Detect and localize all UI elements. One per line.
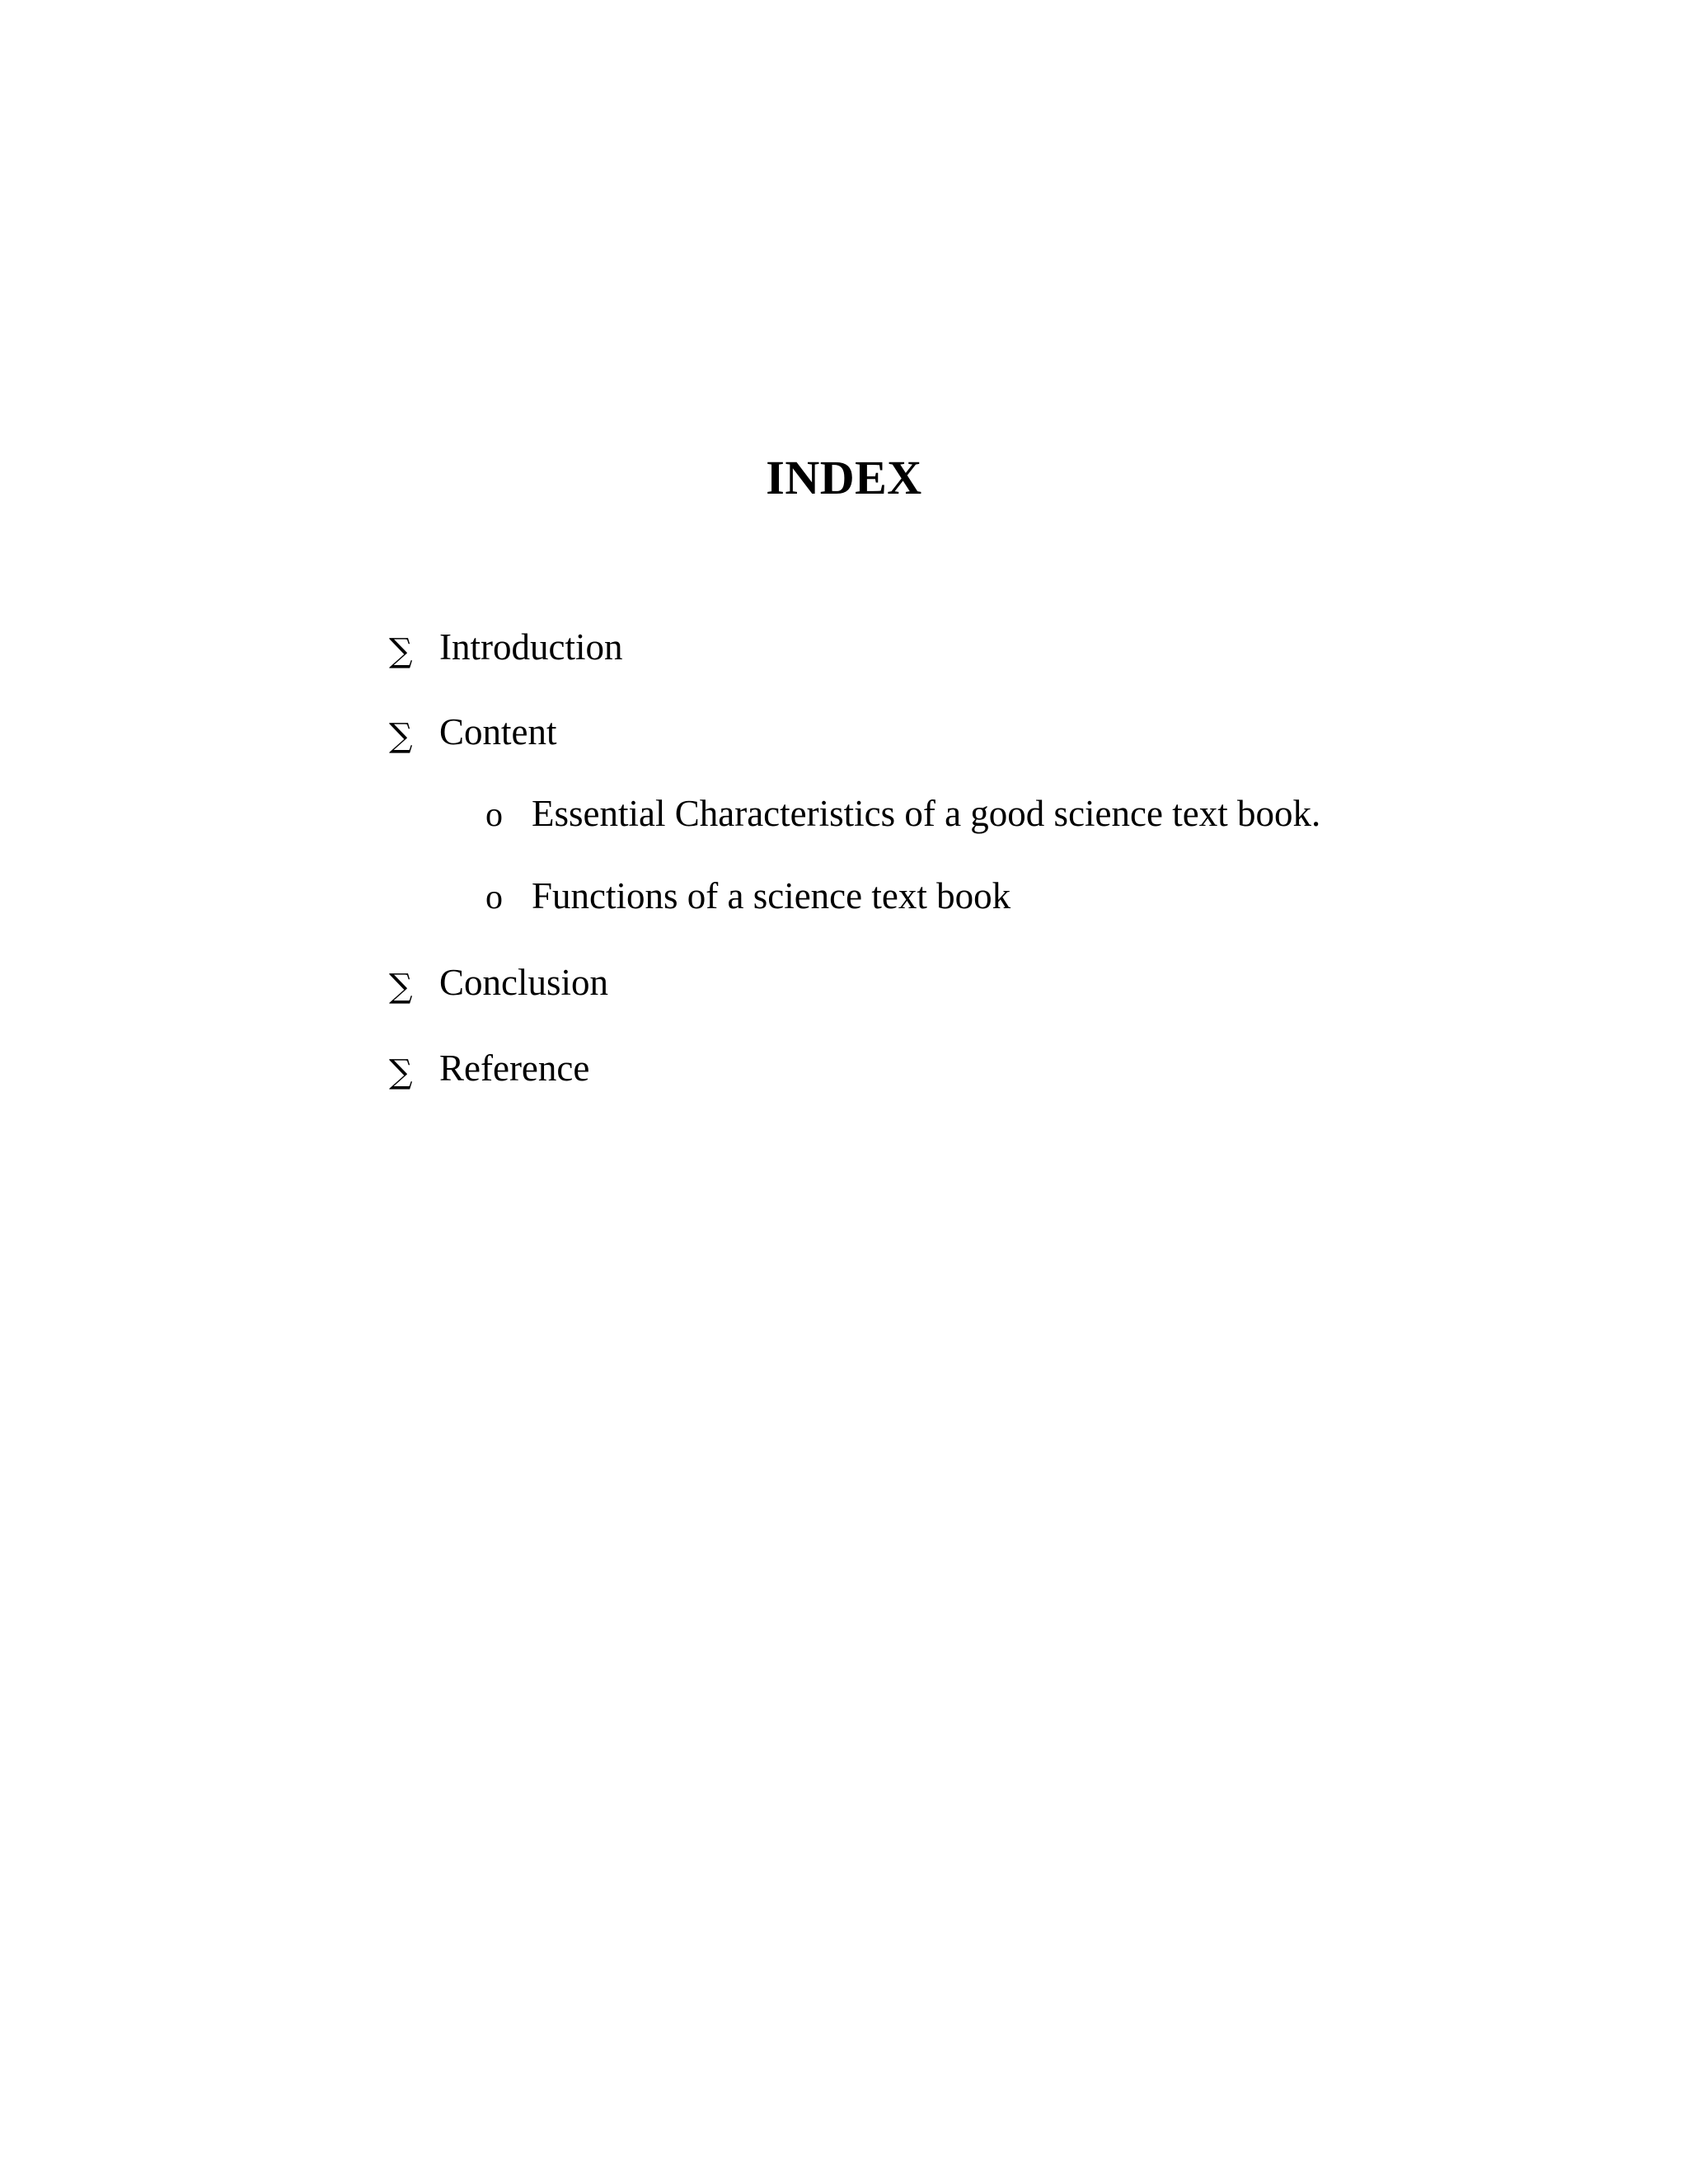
page-title: INDEX	[766, 451, 922, 504]
bullet-icon: ∑	[389, 717, 413, 755]
index-subitem-essential-characteristics: Essential Characteristics of a good science text book.	[532, 793, 1321, 834]
bullet-icon: ∑	[389, 1053, 413, 1091]
index-item-reference: Reference	[439, 1047, 590, 1089]
index-item-content: Content	[439, 711, 557, 752]
sub-bullet-icon: o	[485, 796, 503, 834]
index-subitem-functions: Functions of a science text book	[532, 875, 1011, 916]
index-item-conclusion: Conclusion	[439, 962, 609, 1003]
bullet-icon: ∑	[389, 632, 413, 670]
bullet-icon: ∑	[389, 968, 413, 1005]
sub-bullet-icon: o	[485, 879, 503, 916]
index-item-introduction: Introduction	[439, 626, 623, 668]
